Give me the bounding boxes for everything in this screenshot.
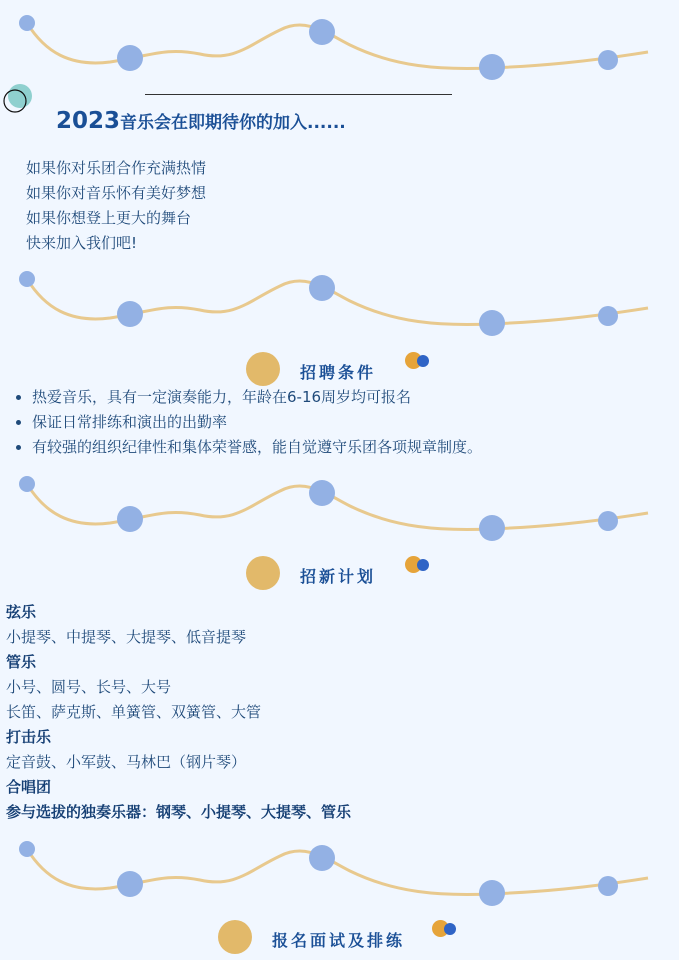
group-line: 小提琴、中提琴、大提琴、低音提琴	[6, 628, 247, 646]
page-title	[56, 108, 346, 134]
blue-dot-icon	[417, 559, 429, 571]
solo-instruments: 参与选拔的独奏乐器：钢琴、小提琴、大提琴、管乐	[6, 803, 352, 821]
intro-line: 如果你对乐团合作充满热情	[26, 159, 207, 177]
list-item: • 有较强的组织纪律性和集体荣誉感，能自觉遵守乐团各项规章制度。	[32, 435, 482, 460]
group-line: 小号、圆号、长号、大号	[6, 678, 172, 696]
section-header-audition	[0, 920, 679, 960]
requirements-list	[0, 385, 482, 460]
group-heading: 打击乐	[6, 728, 52, 746]
group-line: 定音鼓、小军鼓、马林巴（钢片琴）	[6, 753, 247, 771]
divider-line	[145, 94, 452, 95]
decorative-circles-icon	[2, 82, 38, 116]
section-title: 报名面试及排练	[272, 931, 406, 950]
section-header-plan	[0, 556, 679, 596]
blue-dot-icon	[444, 923, 456, 935]
gold-circle-icon	[246, 352, 280, 386]
section-title: 招新计划	[300, 567, 377, 586]
section-title: 招聘条件	[300, 363, 377, 382]
group-heading: 管乐	[6, 653, 37, 671]
decorative-wave	[0, 268, 679, 348]
intro-line: 快来加入我们吧!	[26, 234, 138, 252]
intro-line: 如果你想登上更大的舞台	[26, 209, 192, 227]
decorative-wave	[0, 473, 679, 553]
title-year: 2023	[56, 108, 121, 134]
recruitment-plan	[6, 600, 351, 825]
title-text: 音乐会在即期待你的加入......	[120, 113, 346, 133]
blue-dot-icon	[417, 355, 429, 367]
decorative-wave	[0, 838, 679, 918]
group-heading: 弦乐	[6, 603, 37, 621]
list-item: • 保证日常排练和演出的出勤率	[32, 410, 482, 435]
gold-circle-icon	[246, 556, 280, 590]
group-heading: 合唱团	[6, 778, 52, 796]
intro-text	[26, 156, 206, 256]
list-item: • 热爱音乐，具有一定演奏能力，年龄在6-16周岁均可报名	[32, 385, 482, 410]
group-line: 长笛、萨克斯、单簧管、双簧管、大管	[6, 703, 262, 721]
gold-circle-icon	[218, 920, 252, 954]
decorative-wave	[0, 12, 679, 92]
intro-line: 如果你对音乐怀有美好梦想	[26, 184, 207, 202]
